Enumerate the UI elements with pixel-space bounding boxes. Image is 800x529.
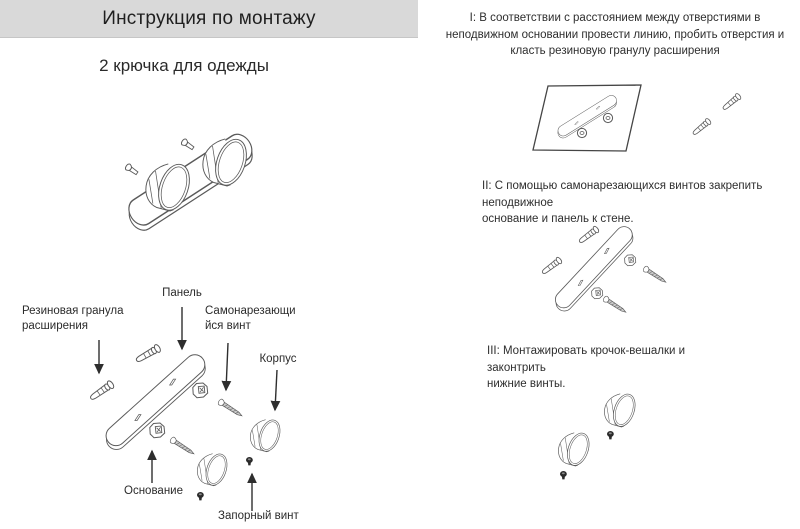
label-self-tapping-screw-line1: Самонарезающи [205, 305, 296, 317]
mounting-pin [124, 163, 139, 176]
label-self-tapping-screw-line2: йся винт [205, 320, 251, 332]
base-part [193, 383, 208, 398]
base-part [150, 423, 165, 438]
step3-line1: III: Монтажировать крочок-вешалки и законтрить [487, 345, 686, 374]
label-rubber-plug [22, 304, 124, 334]
hook-part [197, 451, 231, 488]
rubber-plug-part [134, 344, 161, 365]
step2-line2: основание и панель к стене. [482, 213, 634, 225]
mounting-pin [180, 138, 195, 151]
screw-part [217, 398, 243, 418]
product-subtitle: 2 крючка для одежды [99, 56, 269, 75]
step1-line2: неподвижном основании провести линию, пробить отверстия и [445, 28, 785, 41]
locking-screw-part [560, 471, 567, 479]
panel-part [100, 351, 211, 454]
step1-instruction [445, 10, 785, 60]
step1-diagram [528, 76, 788, 181]
locking-screw-part [607, 431, 614, 439]
page-title: Инструкция по монтажу [102, 7, 316, 29]
step3-diagram [538, 383, 698, 523]
step1-line1: I: В соответствии с расстоянием между отверстиями в [469, 12, 761, 24]
hook-part [250, 417, 284, 454]
label-base: Основание [124, 485, 183, 497]
label-rubber-plug-line2: расширения [22, 320, 88, 332]
title-band [0, 0, 418, 38]
locking-screw-part [246, 457, 253, 465]
screw-part [169, 436, 195, 456]
label-self-tapping-screw [205, 304, 296, 334]
base-part [592, 288, 603, 299]
step2-diagram [522, 218, 732, 338]
step3-line2: нижние винты. [487, 378, 566, 390]
rubber-plug-part [577, 225, 599, 244]
hook-part [604, 391, 639, 429]
step2-line1: II: С помощью самонарезающихся винтов закрепить неподвижное [482, 180, 763, 209]
assembled-product-drawing [110, 128, 270, 240]
base-part [625, 255, 636, 266]
rubber-plug-part [88, 380, 115, 402]
screw-part [642, 265, 667, 284]
label-locking-screw: Запорный винт [218, 510, 299, 522]
label-body: Корпус [259, 353, 297, 365]
screw-part [602, 295, 627, 314]
label-rubber-plug-line1: Резиновая гранула [22, 305, 124, 317]
rubber-plug-part [691, 118, 712, 137]
rubber-plug-part [721, 93, 742, 112]
hook-part [558, 430, 593, 468]
callout-arrows [99, 307, 277, 511]
rubber-plug-part [540, 256, 562, 275]
panel-part [551, 223, 638, 314]
label-panel: Панель [162, 287, 202, 299]
locking-screw-part [197, 492, 204, 500]
step1-line3: класть резиновую гранулу расширения [510, 45, 720, 57]
